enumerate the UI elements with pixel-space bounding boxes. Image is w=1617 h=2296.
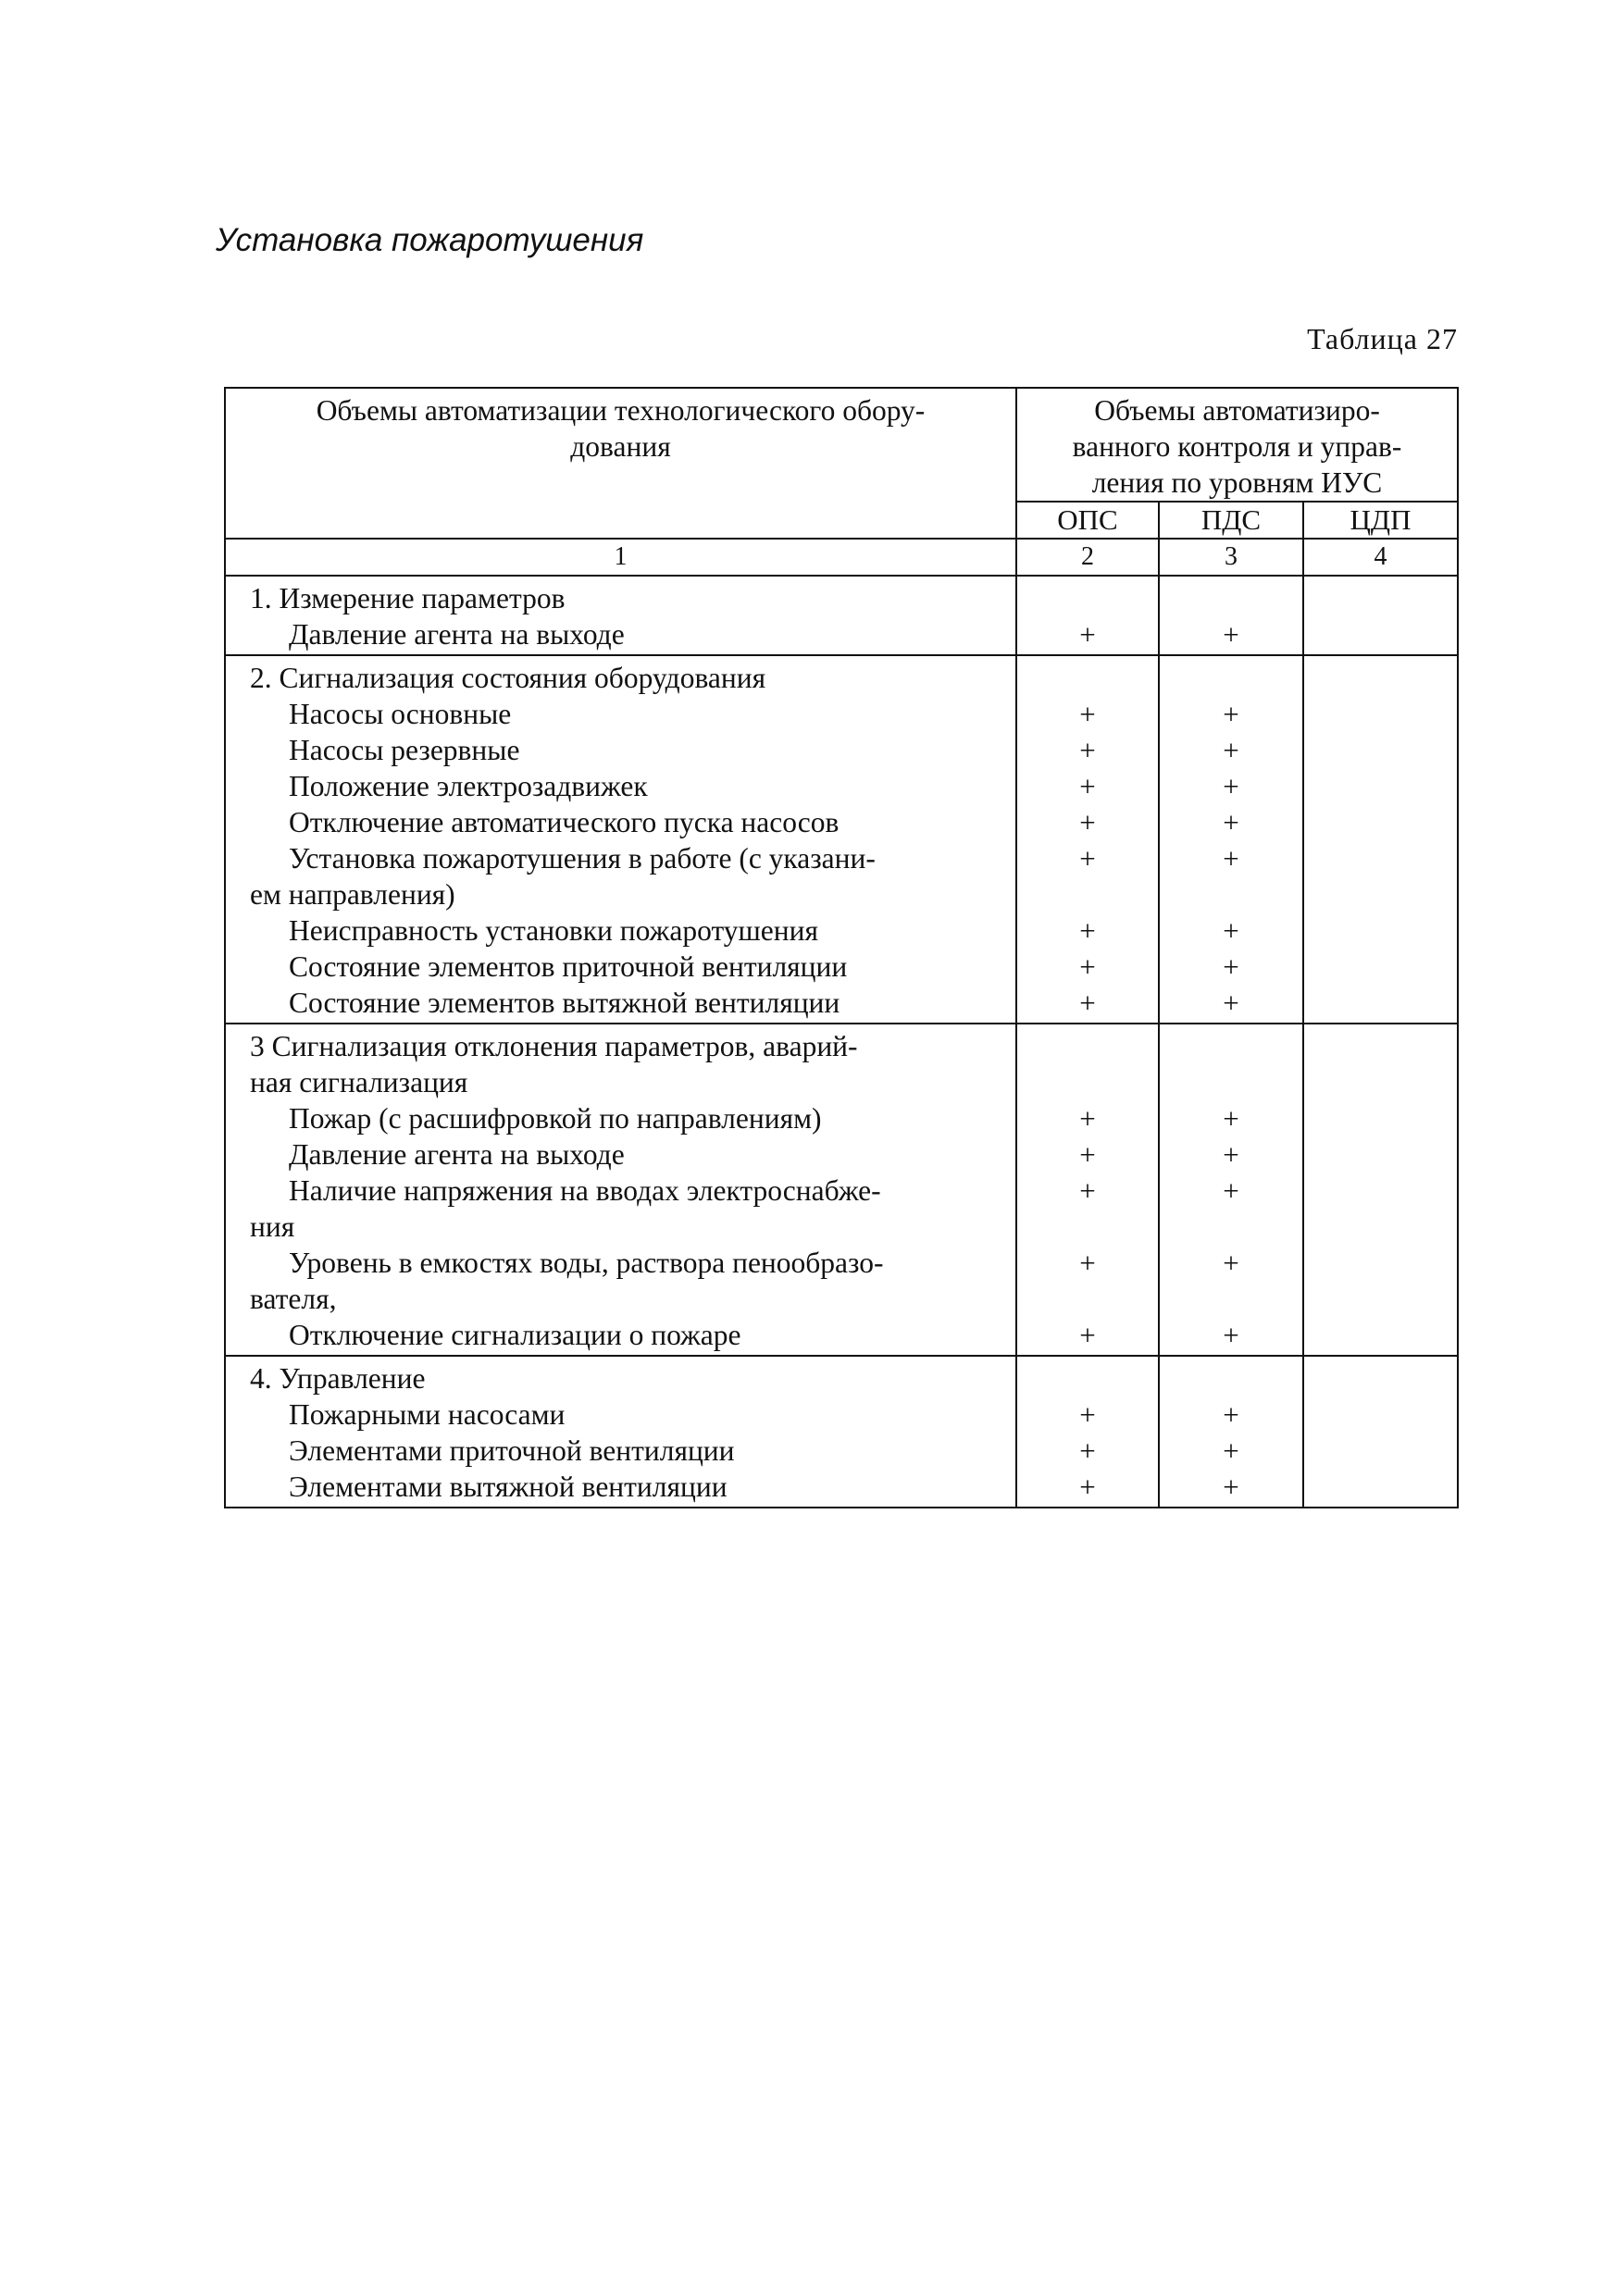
plus-mark: + xyxy=(1223,842,1239,875)
plus-mark: + xyxy=(1223,914,1239,947)
plus-mark: + xyxy=(1223,1471,1239,1503)
plus-mark: + xyxy=(1223,1102,1239,1135)
level-cdp-marks xyxy=(1303,576,1458,655)
plus-mark xyxy=(1017,1028,1158,1064)
section-description xyxy=(225,655,1016,1024)
plus-mark xyxy=(1017,1360,1158,1396)
item-text: Давление агента на выходе xyxy=(289,618,625,651)
plus-mark: + xyxy=(1079,1471,1096,1503)
plus-mark: + xyxy=(1223,1174,1239,1207)
level-cdp-marks xyxy=(1303,1024,1458,1356)
header-left-line: Объемы автоматизации технологического обору- xyxy=(316,394,926,427)
plus-mark xyxy=(1017,660,1158,696)
level-cdp-marks xyxy=(1303,1356,1458,1508)
item-text: Наличие напряжения на вводах электроснабже- xyxy=(289,1174,881,1207)
plus-mark xyxy=(1304,1281,1457,1317)
plus-mark xyxy=(1304,1317,1457,1353)
plus-mark: + xyxy=(1079,1247,1096,1279)
plus-mark: + xyxy=(1079,806,1096,838)
plus-mark: + xyxy=(1079,1319,1096,1351)
level-pds: ПДС xyxy=(1159,502,1303,539)
automation-table xyxy=(224,387,1459,1508)
plus-mark: + xyxy=(1223,1398,1239,1431)
plus-mark xyxy=(1017,1209,1158,1245)
plus-mark xyxy=(1304,912,1457,949)
plus-mark: + xyxy=(1079,1434,1096,1467)
plus-mark xyxy=(1017,580,1158,616)
section-description xyxy=(225,1024,1016,1356)
item-text: Состояние элементов вытяжной вентиляции xyxy=(289,987,840,1019)
level-ops-marks xyxy=(1016,655,1159,1024)
level-ops-marks xyxy=(1016,1024,1159,1356)
plus-mark xyxy=(1017,876,1158,912)
section-row xyxy=(225,576,1458,655)
plus-mark xyxy=(1304,616,1457,652)
plus-mark xyxy=(1160,876,1302,912)
level-ops: ОПС xyxy=(1016,502,1159,539)
plus-mark: + xyxy=(1223,1319,1239,1351)
header-left-line: дования xyxy=(570,430,671,463)
plus-mark xyxy=(1304,804,1457,840)
item-text: вателя, xyxy=(250,1283,337,1315)
plus-mark: + xyxy=(1223,734,1239,766)
table-body xyxy=(225,576,1458,1508)
item-text: Пожар (с расшифровкой по направлениям) xyxy=(289,1102,822,1135)
level-cdp: ЦДП xyxy=(1303,502,1458,539)
plus-mark: + xyxy=(1079,734,1096,766)
table-caption: Таблица 27 xyxy=(1307,322,1458,355)
plus-mark: + xyxy=(1223,618,1239,651)
header-equipment-scope xyxy=(225,388,1016,539)
plus-mark: + xyxy=(1079,618,1096,651)
plus-mark: + xyxy=(1223,1247,1239,1279)
plus-mark xyxy=(1160,580,1302,616)
plus-mark: + xyxy=(1223,770,1239,802)
plus-mark xyxy=(1304,949,1457,985)
item-text: Пожарными насосами xyxy=(289,1398,566,1431)
plus-mark: + xyxy=(1223,1138,1239,1171)
item-text: Отключение сигнализации о пожаре xyxy=(289,1319,741,1351)
item-text: Давление агента на выходе xyxy=(289,1138,625,1171)
plus-mark: + xyxy=(1223,1434,1239,1467)
plus-mark: + xyxy=(1079,1398,1096,1431)
plus-mark xyxy=(1304,1028,1457,1064)
item-text: Насосы основные xyxy=(289,698,512,730)
level-cdp-marks xyxy=(1303,655,1458,1024)
header-right-line: ления по уровням ИУС xyxy=(1091,466,1383,499)
item-text: 4. Управление xyxy=(250,1362,426,1395)
level-pds-marks xyxy=(1159,655,1303,1024)
plus-mark xyxy=(1160,1209,1302,1245)
plus-mark xyxy=(1160,1028,1302,1064)
plus-mark xyxy=(1304,876,1457,912)
header-right-line: Объемы автоматизиро- xyxy=(1094,394,1380,427)
plus-mark xyxy=(1160,660,1302,696)
level-ops-marks xyxy=(1016,576,1159,655)
column-number: 1 xyxy=(225,539,1016,576)
item-text: Насосы резервные xyxy=(289,734,520,766)
plus-mark xyxy=(1304,1209,1457,1245)
item-text: ем направления) xyxy=(250,878,455,911)
plus-mark: + xyxy=(1079,770,1096,802)
plus-mark xyxy=(1304,660,1457,696)
plus-mark xyxy=(1304,1100,1457,1136)
section-description xyxy=(225,576,1016,655)
item-text: Элементами приточной вентиляции xyxy=(289,1434,735,1467)
level-ops-marks xyxy=(1016,1356,1159,1508)
plus-mark xyxy=(1304,1469,1457,1505)
item-text: 2. Сигнализация состояния оборудования xyxy=(250,662,766,694)
plus-mark xyxy=(1304,1433,1457,1469)
plus-mark: + xyxy=(1223,950,1239,983)
column-number: 4 xyxy=(1303,539,1458,576)
section-row xyxy=(225,655,1458,1024)
table-header xyxy=(225,388,1458,576)
plus-mark xyxy=(1304,1360,1457,1396)
plus-mark xyxy=(1304,1136,1457,1173)
plus-mark: + xyxy=(1223,987,1239,1019)
plus-mark xyxy=(1304,1173,1457,1209)
item-text: ная сигнализация xyxy=(250,1066,468,1098)
item-text: 3 Сигнализация отклонения параметров, аварий- xyxy=(250,1030,858,1062)
item-text: Элементами вытяжной вентиляции xyxy=(289,1471,728,1503)
level-pds-marks xyxy=(1159,576,1303,655)
header-right-line: ванного контроля и управ- xyxy=(1072,430,1402,463)
header-control-scope xyxy=(1016,388,1458,502)
item-text: Установка пожаротушения в работе (с указани- xyxy=(289,842,876,875)
plus-mark: + xyxy=(1079,914,1096,947)
plus-mark: + xyxy=(1079,842,1096,875)
plus-mark xyxy=(1304,696,1457,732)
item-text: Неисправность установки пожаротушения xyxy=(289,914,818,947)
plus-mark: + xyxy=(1223,698,1239,730)
item-text: Отключение автоматического пуска насосов xyxy=(289,806,840,838)
item-text: 1. Измерение параметров xyxy=(250,582,566,614)
level-pds-marks xyxy=(1159,1024,1303,1356)
plus-mark xyxy=(1304,768,1457,804)
level-pds-marks xyxy=(1159,1356,1303,1508)
plus-mark xyxy=(1017,1281,1158,1317)
plus-mark: + xyxy=(1079,1138,1096,1171)
plus-mark: + xyxy=(1079,950,1096,983)
plus-mark xyxy=(1017,1064,1158,1100)
plus-mark xyxy=(1304,1245,1457,1281)
plus-mark: + xyxy=(1079,987,1096,1019)
item-text: Состояние элементов приточной вентиляции xyxy=(289,950,848,983)
plus-mark xyxy=(1160,1281,1302,1317)
column-number: 2 xyxy=(1016,539,1159,576)
section-title: Установка пожаротушения xyxy=(216,222,644,258)
plus-mark xyxy=(1304,580,1457,616)
plus-mark: + xyxy=(1079,698,1096,730)
plus-mark: + xyxy=(1079,1102,1096,1135)
item-text: Положение электрозадвижек xyxy=(289,770,648,802)
plus-mark xyxy=(1304,1064,1457,1100)
item-text: Уровень в емкостях воды, раствора пенообразо- xyxy=(289,1247,884,1279)
section-row xyxy=(225,1356,1458,1508)
plus-mark: + xyxy=(1223,806,1239,838)
plus-mark xyxy=(1160,1360,1302,1396)
plus-mark xyxy=(1160,1064,1302,1100)
plus-mark: + xyxy=(1079,1174,1096,1207)
item-text: ния xyxy=(250,1210,295,1243)
section-row xyxy=(225,1024,1458,1356)
column-number: 3 xyxy=(1159,539,1303,576)
section-description xyxy=(225,1356,1016,1508)
plus-mark xyxy=(1304,732,1457,768)
plus-mark xyxy=(1304,840,1457,876)
plus-mark xyxy=(1304,985,1457,1021)
plus-mark xyxy=(1304,1396,1457,1433)
